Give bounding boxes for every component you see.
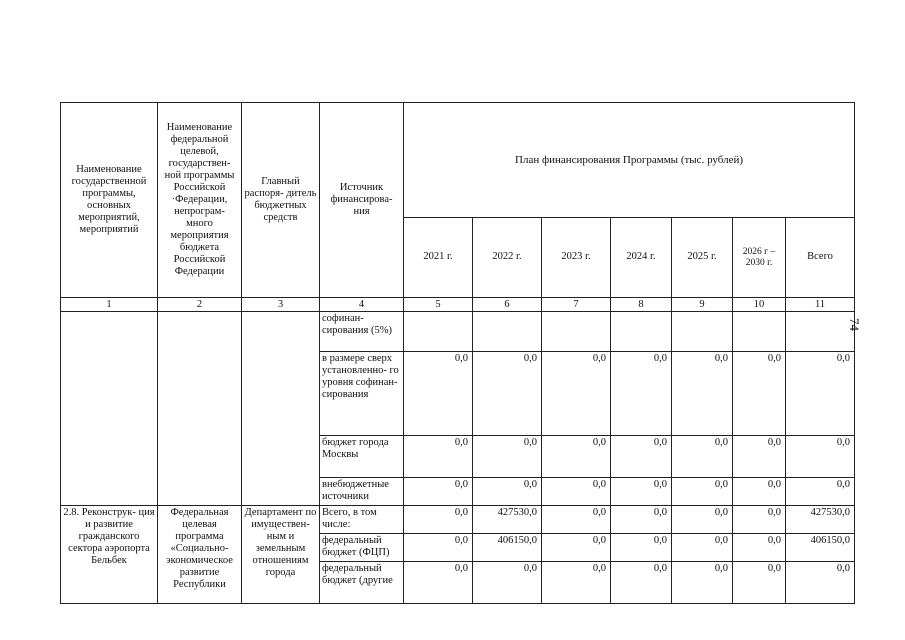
col-number: 8 (611, 298, 672, 312)
value-cell: 0,0 (473, 436, 542, 478)
value-cell: 0,0 (404, 506, 473, 534)
value-cell: 0,0 (672, 478, 733, 506)
value-cell: 0,0 (786, 352, 855, 436)
financing-table (60, 102, 855, 604)
distributor-cell (242, 312, 320, 506)
value-cell: 0,0 (733, 478, 786, 506)
header-main-distributor: Главный распоря- дитель бюджетных средств (242, 103, 320, 298)
value-cell: 0,0 (672, 534, 733, 562)
column-numbers-row (61, 298, 855, 312)
value-cell: 0,0 (542, 534, 611, 562)
value-cell: 0,0 (404, 478, 473, 506)
value-cell (611, 312, 672, 352)
value-cell: 0,0 (542, 436, 611, 478)
year-2021: 2021 г. (404, 218, 473, 298)
value-cell: 0,0 (404, 352, 473, 436)
value-cell (542, 312, 611, 352)
year-total: Всего (786, 218, 855, 298)
measure-program: Федеральная целевая программа «Социально- экономическое развитие Республики (158, 506, 242, 604)
value-cell (786, 312, 855, 352)
value-cell: 0,0 (672, 562, 733, 604)
value-cell (672, 312, 733, 352)
value-cell: 0,0 (733, 436, 786, 478)
col-number: 4 (320, 298, 404, 312)
header-federal-program: Наименование федеральной целевой, государствен- ной программы Российской ·Федерации, непрограм- много мероприятия бюджета Российской Федерации (158, 103, 242, 298)
funding-source: федеральный бюджет (другие (320, 562, 404, 604)
value-cell: 0,0 (786, 436, 855, 478)
value-cell: 0,0 (473, 562, 542, 604)
col-number: 1 (61, 298, 158, 312)
year-2024: 2024 г. (611, 218, 672, 298)
value-cell: 427530,0 (473, 506, 542, 534)
value-cell: 0,0 (404, 436, 473, 478)
value-cell: 0,0 (786, 562, 855, 604)
header-program-name: Наименование государственной программы, основных мероприятий, мероприятий (61, 103, 158, 298)
page-number: 74 (847, 318, 862, 331)
funding-source: софинан- сирования (5%) (320, 312, 404, 352)
col-number: 11 (786, 298, 855, 312)
year-2022: 2022 г. (473, 218, 542, 298)
col-number: 3 (242, 298, 320, 312)
value-cell: 0,0 (542, 562, 611, 604)
value-cell (404, 312, 473, 352)
value-cell: 0,0 (611, 506, 672, 534)
value-cell (733, 312, 786, 352)
value-cell: 427530,0 (786, 506, 855, 534)
value-cell: 406150,0 (473, 534, 542, 562)
value-cell: 0,0 (542, 352, 611, 436)
table-row (61, 312, 855, 352)
value-cell: 0,0 (611, 534, 672, 562)
value-cell: 0,0 (473, 352, 542, 436)
value-cell: 0,0 (733, 534, 786, 562)
value-cell: 406150,0 (786, 534, 855, 562)
value-cell: 0,0 (672, 436, 733, 478)
col-number: 2 (158, 298, 242, 312)
value-cell: 0,0 (733, 562, 786, 604)
col-number: 10 (733, 298, 786, 312)
value-cell: 0,0 (404, 534, 473, 562)
value-cell: 0,0 (672, 352, 733, 436)
value-cell: 0,0 (404, 562, 473, 604)
funding-source: федеральный бюджет (ФЦП) (320, 534, 404, 562)
header-funding-source: Источник финансирова- ния (320, 103, 404, 298)
measure-distributor: Департамент по имуществен- ным и земельным отношениям города (242, 506, 320, 604)
year-2025: 2025 г. (672, 218, 733, 298)
funding-source: Всего, в том числе: (320, 506, 404, 534)
year-2026-2030: 2026 г – 2030 г. (733, 218, 786, 298)
table-row (61, 506, 855, 534)
value-cell: 0,0 (542, 506, 611, 534)
col-number: 6 (473, 298, 542, 312)
value-cell (473, 312, 542, 352)
measure-name: 2.8. Реконструк- ция и развитие гражданского сектора аэропорта Бельбек (61, 506, 158, 604)
funding-source: бюджет города Москвы (320, 436, 404, 478)
year-2023: 2023 г. (542, 218, 611, 298)
value-cell: 0,0 (542, 478, 611, 506)
col-number: 9 (672, 298, 733, 312)
value-cell: 0,0 (611, 562, 672, 604)
value-cell: 0,0 (611, 436, 672, 478)
header-financing-plan: План финансирования Программы (тыс. рублей) (404, 103, 855, 218)
col-number: 7 (542, 298, 611, 312)
value-cell: 0,0 (733, 352, 786, 436)
funding-source: в размере сверх установленно- го уровня софинан- сирования (320, 352, 404, 436)
value-cell: 0,0 (473, 478, 542, 506)
col-number: 5 (404, 298, 473, 312)
value-cell: 0,0 (733, 506, 786, 534)
value-cell: 0,0 (672, 506, 733, 534)
value-cell: 0,0 (611, 352, 672, 436)
value-cell: 0,0 (786, 478, 855, 506)
federal-program-cell (158, 312, 242, 506)
value-cell: 0,0 (611, 478, 672, 506)
funding-source: внебюджетные источники (320, 478, 404, 506)
program-name-cell (61, 312, 158, 506)
